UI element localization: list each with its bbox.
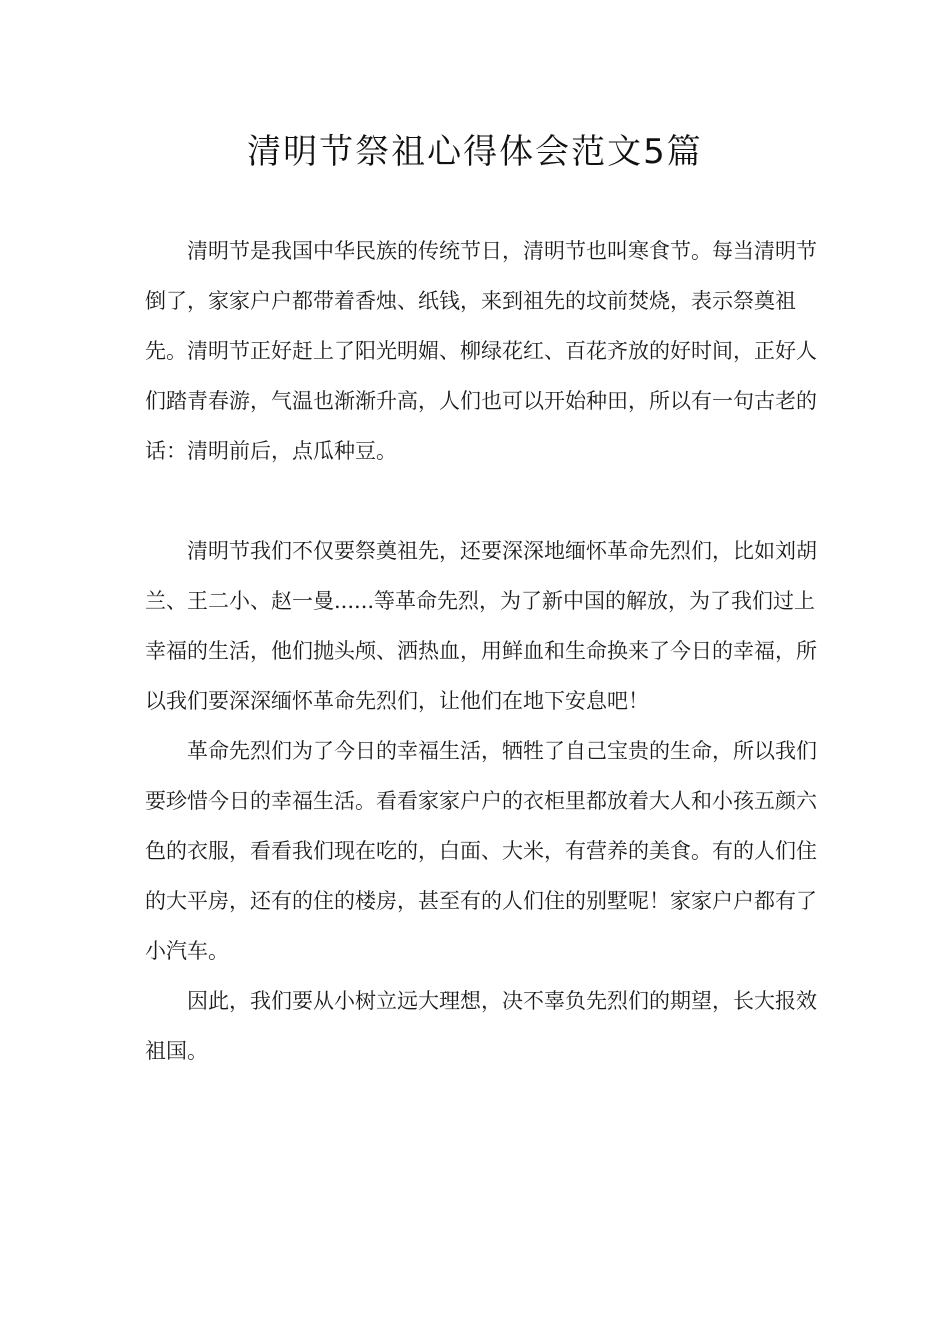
document-body <box>145 226 825 1076</box>
paragraph-2: 清明节我们不仅要祭奠祖先，还要深深地缅怀革命先烈们，比如刘胡兰、王二小、赵一曼......等革命先烈，为了新中国的解放，为了我们过上幸福的生活，他们抛头颅、洒热血，用鲜血和生命换来了今日的幸福，所以我们要深深缅怀革命先烈们，让他们在地下安息吧！ <box>145 539 817 713</box>
paragraph-4: 因此，我们要从小树立远大理想，决不辜负先烈们的期望，长大报效祖国。 <box>145 989 817 1063</box>
paragraph-3: 革命先烈们为了今日的幸福生活，牺牲了自己宝贵的生命，所以我们要珍惜今日的幸福生活。看看家家户户的衣柜里都放着大人和小孩五颜六色的衣服，看看我们现在吃的，白面、大米，有营养的美食。有的人们住的大平房，还有的住的楼房，甚至有的人们住的别墅呢！家家户户都有了小汽车。 <box>145 739 817 963</box>
paragraph-1: 清明节是我国中华民族的传统节日，清明节也叫寒食节。每当清明节倒了，家家户户都带着香烛、纸钱，来到祖先的坟前焚烧，表示祭奠祖先。清明节正好赶上了阳光明媚、柳绿花红、百花齐放的好时间，正好人们踏青春游，气温也渐渐升高，人们也可以开始种田，所以有一句古老的话：清明前后，点瓜种豆。 <box>145 239 817 463</box>
paragraph-spacer <box>145 476 825 526</box>
document-title: 清明节祭祖心得体会范文5篇 <box>247 132 703 172</box>
